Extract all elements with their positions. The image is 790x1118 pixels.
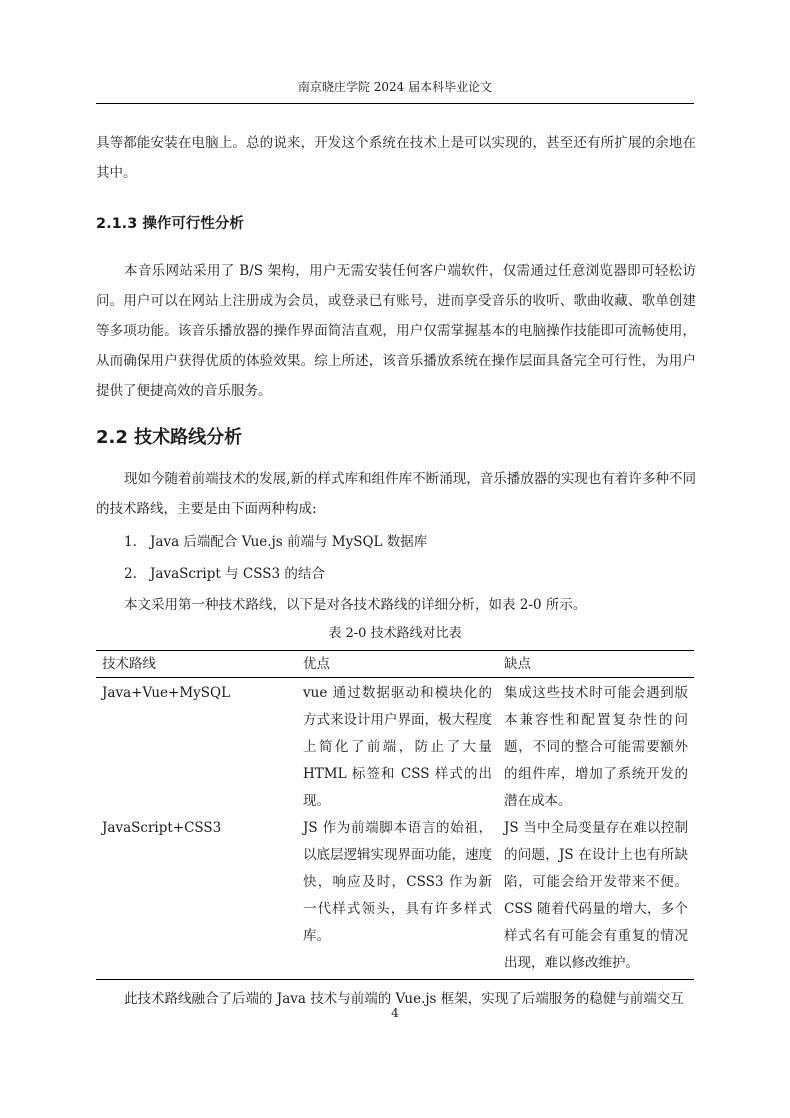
header-rule [96, 103, 694, 104]
cell-cons: JS 当中全局变量存在难以控制的问题，JS 在设计上也有所缺陷，可能会给开发带来不便。CSS 随着代码量的增大，多个样式名有可能会有重复的情况出现，难以修改维护。 [498, 815, 694, 980]
list-item-number: 2. [124, 566, 137, 582]
table-caption: 表 2-0 技术路线对比表 [328, 626, 462, 641]
column-header-pros: 优点 [297, 651, 498, 678]
cell-pros: JS 作为前端脚本语言的始祖，以底层逻辑实现界面功能，速度快，响应及时，CSS3 作为新一代样式领头，具有许多样式库。 [297, 815, 498, 980]
page-number: 4 [391, 1006, 399, 1020]
table-row [96, 678, 694, 816]
table-intro-paragraph: 本文采用第一种技术路线，以下是对各技术路线的详细分析，如表 2-0 所示。 [124, 597, 587, 613]
section-heading-2-2: 2.2 技术路线分析 [96, 427, 243, 448]
closing-paragraph: 此技术路线融合了后端的 Java 技术与前端的 Vue.js 框架，实现了后端服务的稳健与前端交互 [124, 991, 684, 1007]
list-item-number: 1. [124, 534, 137, 550]
list-item [124, 532, 427, 552]
operational-feasibility-paragraph: 本音乐网站采用了 B/S 架构，用户无需安装任何客户端软件，仅需通过任意浏览器即可轻松访问。用户可以在网站上注册成为会员，或登录已有账号，进而享受音乐的收听、歌曲收藏、歌单创建等多项功能。该音乐播放器的操作界面简洁直观，用户仅需掌握基本的电脑操作技能即可流畅使用，从而确保用户获得优质的体验效果。综上所述，该音乐播放系统在操作层面具备完全可行性，为用户提供了便捷高效的音乐服务。 [96, 263, 696, 399]
table-header-row [96, 651, 694, 678]
technical-route-paragraph: 现如今随着前端技术的发展,新的样式库和组件库不断涌现，音乐播放器的实现也有着许多种不同的技术路线，主要是由下面两种构成: [96, 471, 696, 517]
list-item-text: Java 后端配合 Vue.js 前端与 MySQL 数据库 [150, 534, 428, 550]
table-row [96, 815, 694, 980]
cell-route: Java+Vue+MySQL [102, 685, 231, 701]
list-item [124, 564, 325, 584]
cell-cons: 集成这些技术时可能会遇到版本兼容性和配置复杂性的问题，不同的整合可能需要额外的组件库，增加了系统开发的潜在成本。 [504, 685, 688, 809]
section-heading-2-1-3: 2.1.3 操作可行性分析 [96, 216, 244, 232]
running-header: 南京晓庄学院 2024 届本科毕业论文 [297, 80, 493, 94]
column-header-route: 技术路线 [96, 651, 297, 678]
cell-route: JavaScript+CSS3 [96, 815, 297, 980]
cell-pros: vue 通过数据驱动和模块化的方式来设计用户界面，极大程度上简化了前端，防止了大量 HTML 标签和 CSS 样式的出现。 [303, 685, 492, 809]
column-header-cons: 缺点 [498, 651, 694, 678]
list-item-text: JavaScript 与 CSS3 的结合 [150, 566, 325, 582]
continued-paragraph: 具等都能安装在电脑上。总的说来，开发这个系统在技术上是可以实现的，甚至还有所扩展的余地在其中。 [96, 135, 696, 181]
comparison-table [96, 650, 694, 980]
